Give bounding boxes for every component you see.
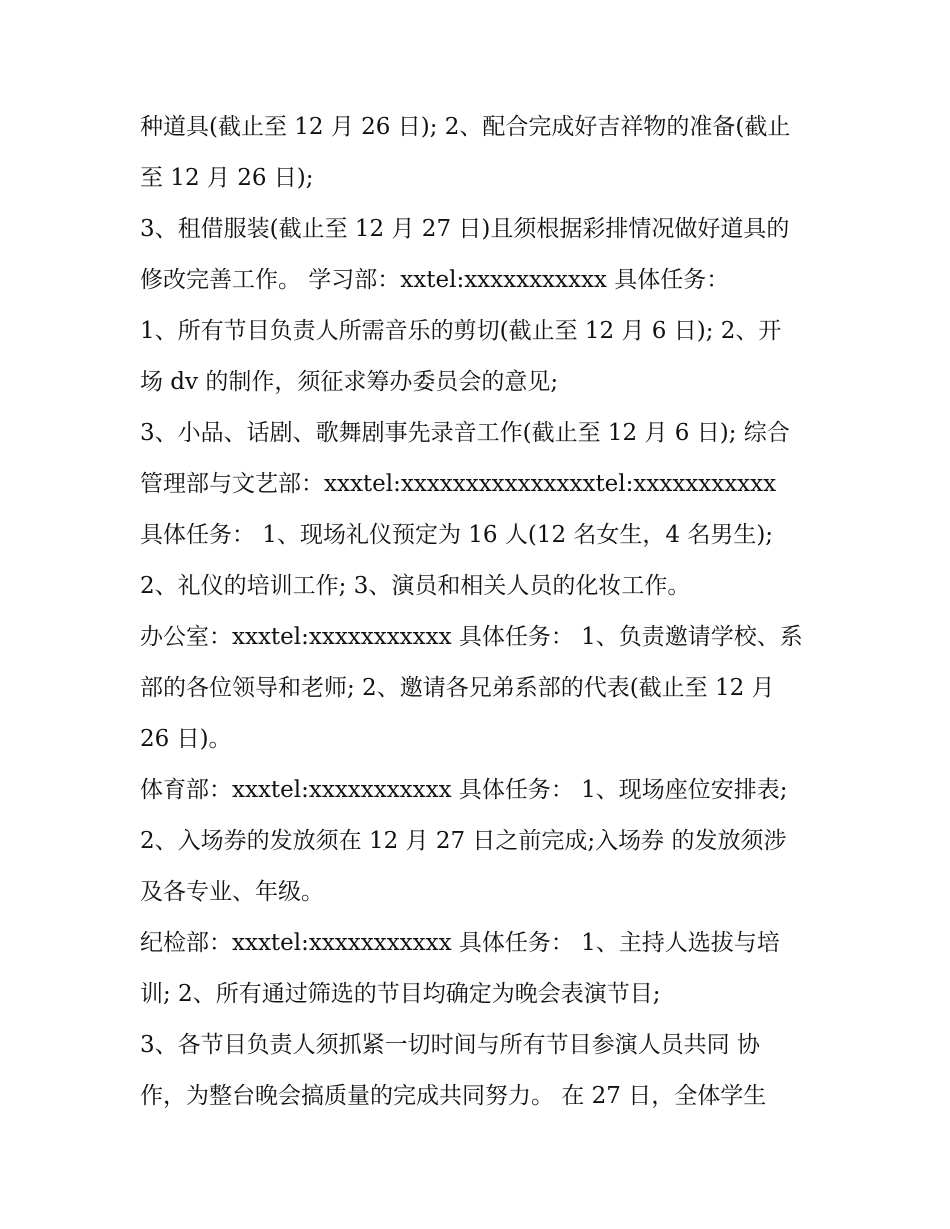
text-line: 训; 2、所有通过筛选的节目均确定为晚会表演节目; bbox=[140, 981, 661, 1007]
text-line: 至 12 月 26 日); bbox=[140, 165, 314, 191]
text-line: 修改完善工作。 学习部：xxtel:xxxxxxxxxxx 具体任务： bbox=[140, 267, 730, 293]
text-line: 种道具(截止至 12 月 26 日); 2、配合完成好吉祥物的准备(截止 bbox=[140, 114, 791, 140]
text-line: 3、各节目负责人须抓紧一切时间与所有节目参演人员共同 协 bbox=[140, 1032, 760, 1058]
text-line: 2、礼仪的培训工作; 3、演员和相关人员的化妆工作。 bbox=[140, 573, 691, 599]
text-line: 办公室：xxxtel:xxxxxxxxxxx 具体任务： 1、负责邀请学校、系 bbox=[140, 624, 803, 650]
text-line: 部的各位领导和老师; 2、邀请各兄弟系部的代表(截止至 12 月 bbox=[140, 675, 775, 701]
text-line: 26 日)。 bbox=[140, 726, 232, 752]
text-line: 及各专业、年级。 bbox=[140, 879, 324, 905]
text-line: 3、小品、话剧、歌舞剧事先录音工作(截止至 12 月 6 日); 综合 bbox=[140, 420, 790, 446]
text-line: 2、入场券的发放须在 12 月 27 日之前完成;入场券 的发放须涉 bbox=[140, 828, 787, 854]
text-line: 具体任务： 1、现场礼仪预定为 16 人(12 名女生，4 名男生); bbox=[140, 522, 774, 548]
text-line: 管理部与文艺部：xxxtel:xxxxxxxxxxxxxxxtel:xxxxxxxxxxx bbox=[140, 471, 777, 497]
text-line: 体育部：xxxtel:xxxxxxxxxxx 具体任务： 1、现场座位安排表; bbox=[140, 777, 788, 803]
text-line: 1、所有节目负责人所需音乐的剪切(截止至 12 月 6 日); 2、开 bbox=[140, 318, 782, 344]
document-body bbox=[140, 102, 820, 1122]
text-line: 纪检部：xxxtel:xxxxxxxxxxx 具体任务： 1、主持人选拔与培 bbox=[140, 930, 780, 956]
text-line: 作，为整台晚会搞质量的完成共同努力。 在 27 日，全体学生 bbox=[140, 1083, 767, 1109]
text-line: 3、租借服装(截止至 12 月 27 日)且须根据彩排情况做好道具的 bbox=[140, 216, 790, 242]
text-line: 场 dv 的制作，须征求筹办委员会的意见; bbox=[140, 369, 559, 395]
